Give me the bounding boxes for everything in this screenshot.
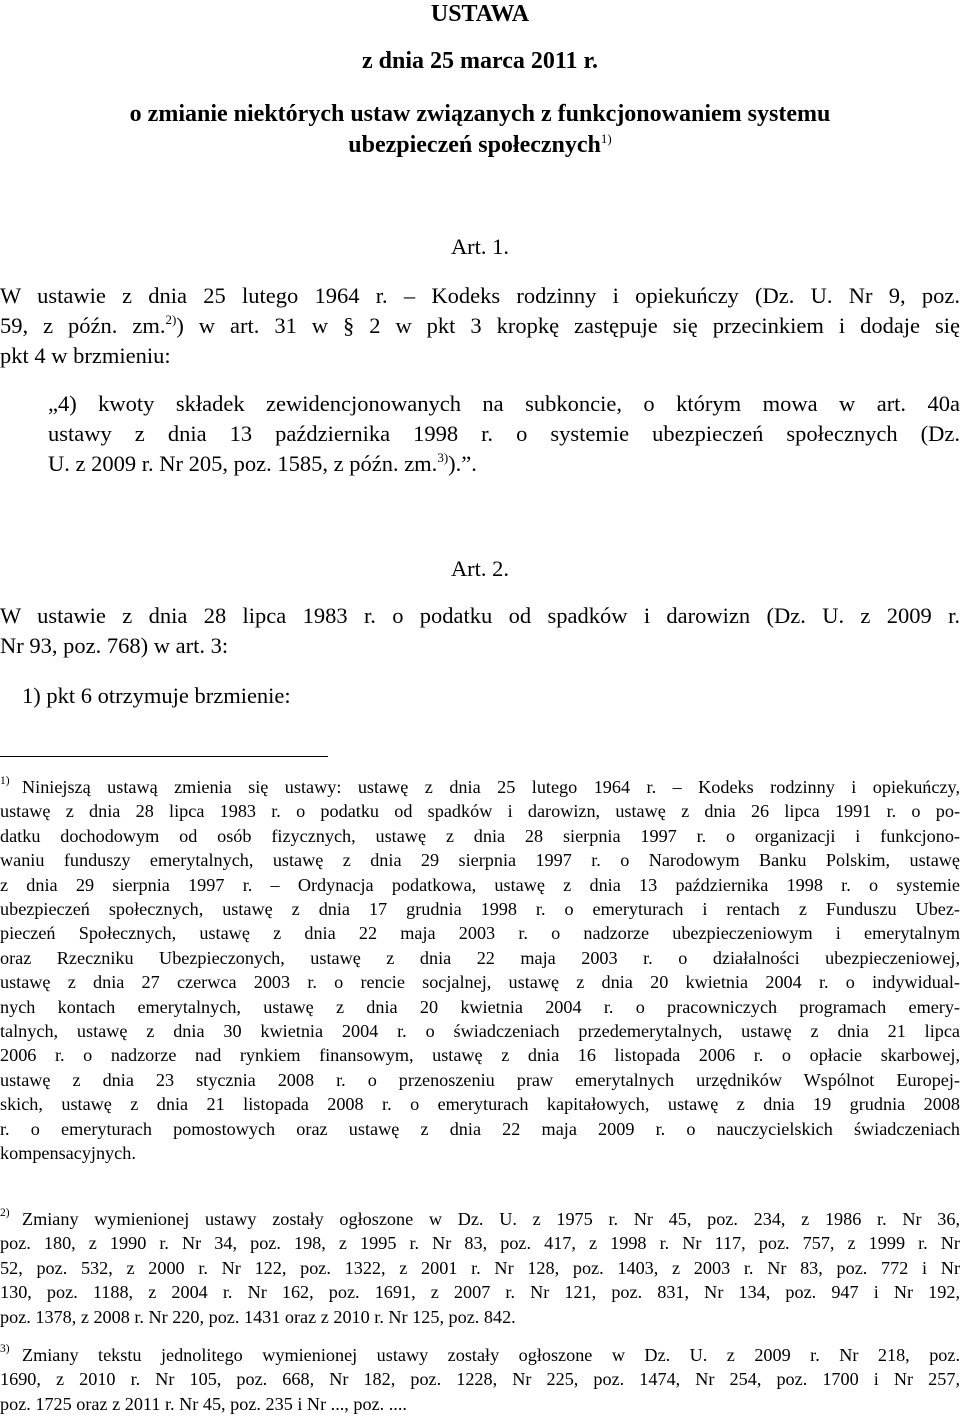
footnote-2	[0, 1207, 960, 1329]
footnote-line: ustawę z dnia 28 lipca 1983 r. o podatku od spadków i darowizn, ustawę z dnia 26 lipca 1991 r. o po-	[0, 801, 960, 822]
footnote-line: nych kontach emerytalnych, ustawę z dnia 20 kwietnia 2004 r. o pracowniczych programach emery-	[0, 996, 960, 1017]
footnote-ref-2: 2)	[165, 312, 177, 327]
footnote-line: ustawę z dnia 23 stycznia 2008 r. o przenoszeniu praw emerytalnych urzędników Wspólnot Europej-	[0, 1069, 960, 1090]
art-1-intro-line-1: W ustawie z dnia 25 lutego 1964 r. – Kodeks rodzinny i opiekuńczy (Dz. U. Nr 9, poz.	[0, 283, 960, 308]
quote-line-2: ustawy z dnia 13 października 1998 r. o systemie ubezpieczeń społecznych (Dz.	[48, 421, 960, 446]
footnote-line: kompensacyjnych.	[0, 1143, 136, 1164]
footnote-3	[0, 1343, 960, 1416]
footnote-marker: 1)	[0, 775, 10, 787]
footnote-line: Zmiany wymienionej ustawy zostały ogłoszone w Dz. U. z 1975 r. Nr 45, poz. 234, z 1986 r. Nr 36,	[22, 1209, 960, 1229]
act-subject-line-1: o zmianie niektórych ustaw związanych z funkcjonowaniem systemu	[129, 101, 831, 127]
act-subject-text: ubezpieczeń społecznych	[348, 132, 601, 158]
footnote-line: 2006 r. o nadzorze nad rynkiem finansowym, ustawę z dnia 16 listopada 2006 r. o opłacie skarbowej,	[0, 1045, 960, 1066]
footnote-line: poz. 1378, z 2008 r. Nr 220, poz. 1431 oraz z 2010 r. Nr 125, poz. 842.	[0, 1306, 516, 1327]
art-2-intro-line-1: W ustawie z dnia 28 lipca 1983 r. o podatku od spadków i darowizn (Dz. U. z 2009 r.	[0, 603, 960, 628]
act-title: USTAWA	[430, 1, 530, 27]
footnote-line: ustawę z dnia 27 czerwca 2003 r. o rencie socjalnej, ustawę z dnia 20 kwietnia 2004 r. o indywidual-	[0, 972, 960, 993]
footnote-1	[0, 775, 960, 1166]
footnote-separator	[0, 756, 328, 757]
footnote-line: waniu funduszy emerytalnych, ustawę z dnia 29 sierpnia 1997 r. o Narodowym Banku Polskim, ustawę	[0, 850, 960, 871]
art-1-intro-line-2: 59, z późn. zm.$^{2)}$) w art. 31 w § 2 w pkt 3 kropkę zastępuje się przecinkiem i dodaje się	[0, 312, 960, 338]
act-date: z dnia 25 marca 2011 r.	[361, 48, 598, 74]
footnote-marker: 2)	[0, 1207, 10, 1219]
footnote-line: 52, poz. 532, z 2000 r. Nr 122, poz. 1322, z 2001 r. Nr 128, poz. 1403, z 2003 r. Nr 83, poz. 772 i Nr	[0, 1257, 960, 1278]
footnote-line: talnych, ustawę z dnia 30 kwietnia 2004 r. o świadczeniach przedemerytalnych, ustawę z dnia 21 lipca	[0, 1021, 960, 1042]
footnote-line: Niniejszą ustawą zmienia się ustawy: ustawę z dnia 25 lutego 1964 r. – Kodeks rodzinny i opiekuńczy,	[22, 777, 960, 797]
footnote-line: oraz Rzeczniku Ubezpieczonych, ustawę z dnia 22 maja 2003 r. o działalności ubezpieczeniowej,	[0, 947, 960, 968]
art-2-heading: Art. 2.	[450, 556, 510, 581]
footnote-line: ubezpieczeń społecznych, ustawę z dnia 17 grudnia 1998 r. o emeryturach i rentach z Funduszu Ubez-	[0, 899, 960, 920]
quote-line-3: U. z 2009 r. Nr 205, poz. 1585, z późn. zm.$^{3)}$).”.	[48, 450, 477, 476]
footnote-line: 1690, z 2010 r. Nr 105, poz. 668, Nr 182, poz. 1228, Nr 225, poz. 1474, Nr 254, poz. 1700 i Nr 257,	[0, 1369, 960, 1390]
footnote-line: poz. 180, z 1990 r. Nr 34, poz. 198, z 1995 r. Nr 83, poz. 417, z 1998 r. Nr 117, poz. 757, z 1999 r. Nr	[0, 1233, 960, 1254]
art-2-point-1: 1) pkt 6 otrzymuje brzmienie:	[22, 683, 291, 708]
footnote-line: 130, poz. 1188, z 2004 r. Nr 162, poz. 1691, z 2007 r. Nr 121, poz. 831, Nr 134, poz. 947 i Nr 192,	[0, 1282, 960, 1303]
footnote-line: skich, ustawę z dnia 21 listopada 2008 r. o emeryturach kapitałowych, ustawę z dnia 19 grudnia 2008	[0, 1094, 960, 1115]
footnote-line: datku dochodowym od osób fizycznych, ustawę z dnia 28 sierpnia 1997 r. o organizacji i funkcjono-	[0, 825, 960, 846]
art-1-heading: Art. 1.	[450, 234, 510, 259]
footnote-line: z dnia 29 sierpnia 1997 r. – Ordynacja podatkowa, ustawę z dnia 13 października 1998 r. o systemie	[0, 874, 960, 895]
act-subject-line-2	[0, 131, 960, 159]
footnote-line: pieczeń Społecznych, ustawę z dnia 22 maja 2003 r. o nadzorze ubezpieczeniowym i emerytalnym	[0, 923, 960, 944]
footnote-line: r. o emeryturach pomostowych oraz ustawę z dnia 22 maja 2009 r. o nauczycielskich świadczeniach	[0, 1118, 960, 1139]
footnote-ref-3: 3)	[437, 450, 449, 465]
quote-line-1: „4) kwoty składek zewidencjonowanych na subkoncie, o którym mowa w art. 40a	[48, 391, 960, 416]
art-2-intro-line-2: Nr 93, poz. 768) w art. 3:	[0, 633, 229, 658]
footnote-marker: 3)	[0, 1343, 10, 1355]
art-1-intro-line-3: pkt 4 w brzmieniu:	[0, 343, 171, 368]
footnote-line: poz. 1725 oraz z 2011 r. Nr 45, poz. 235 i Nr ..., poz. ....	[0, 1393, 407, 1414]
footnote-ref-1: 1)	[600, 131, 612, 146]
footnote-line: Zmiany tekstu jednolitego wymienionej ustawy zostały ogłoszone w Dz. U. z 2009 r. Nr 218, poz.	[22, 1345, 960, 1365]
